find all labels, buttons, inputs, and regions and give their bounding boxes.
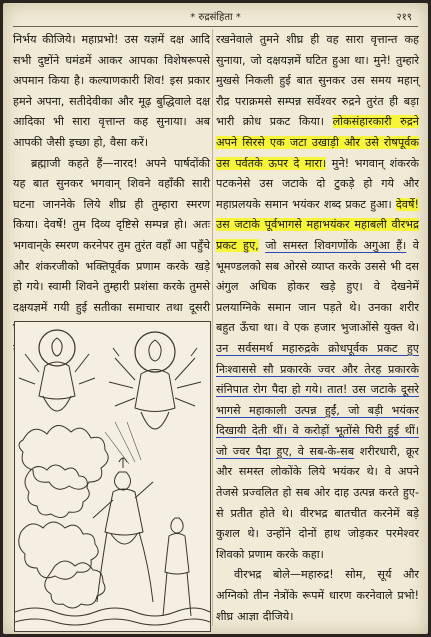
left-column: [13, 30, 210, 360]
left-paragraph-1: निर्भय कीजिये। महाप्रभो! उस यज्ञमें दक्ष आदि सभी दुष्टोंने घमंडमें आकर आपका विशेषरूपसे अपमान किया है। कल्याणकारी शिव! इस प्रकार हमने अपना, सतीदेवीका और मूढ़ बुद्धिवाले दक्ष आदिका भी सारा वृत्तान्त कह सुनाया। अब आपकी जैसी इच्छा हो, वैसा करें।: [13, 33, 210, 149]
header-rule: [13, 26, 418, 27]
column-divider: [212, 29, 213, 626]
highlight-virabhadra: देवर्षे! उस जटाके पूर्वभागसे महाभयंकर महाबली वीरभद्र प्रकट हुए,: [216, 197, 419, 252]
right-paragraph-2: वीरभद्र बोले—महारुद्र! सोम, सूर्य और अग्निको तीन नेत्रोंके रूपमें धारण करनेवाले प्रभो! शीघ्र आज्ञा दीजिये।: [216, 568, 419, 623]
left-paragraph-2: ब्रह्माजी कहते हैं—नारद! अपने पार्षदोंकी यह बात सुनकर भगवान् शिवने वहाँकी सारी घटना जाननेके लिये शीघ्र ही तुम्हारा स्मरण किया। देवर्षे! तुम दिव्य दृष्टिसे सम्पन्न हो। अतः भगवान्‌के स्मरण करनेपर तुम तुरंत वहाँ आ पहुँचे और शंकरजीको भक्तिपूर्वक प्रणाम करके खड़े हो गये। स्वामी शिवने तुम्हारी प्रशंसा करके तुमसे दक्षयज्ञमें गयी हुई सतीका समाचार तथा दूसरी: [13, 156, 210, 314]
running-title: * रुद्रसंहिता *: [190, 12, 241, 23]
right-text-3: वे भूमण्डलको सब ओरसे व्याप्त करके उससे भी दस अंगुल अधिक होकर खड़े हुए। वे देखनेमें प्रलयाग्निके समान जान पड़ते थे। उनका शरीर बहुत ऊँचा था। वे एक हजार भुजाओंसे युक्त थे।: [216, 238, 420, 335]
page-number: २१९: [396, 12, 412, 23]
underline-shivagan: जो समस्त शिवगणोंके अगुआ हैं।: [265, 238, 407, 252]
underline-jwar-mahakali: उन सर्वसमर्थ महारुद्रके क्रोधपूर्वक प्रकट हुए निःश्वाससे सौ प्रकारके ज्वर और तेरह प्रकारके संनिपात रोग पैदा हो गये। तात! उस जटाके दूसरे भागसे महाकाली उत्पन्न हुईं, जो बड़ी भयंकर दिखायी देती थीं। वे करोड़ों भूतोंसे घिरी हुई थीं। जो ज्वर पैदा हुए, वे सब-के-सब: [216, 341, 419, 458]
right-text-2: मुने! भगवान् शंकरके पटकनेसे उस जटाके दो टुकड़े हो गये और महाप्रलयके समान भयंकर शब्द प्रकट हुआ।: [216, 156, 420, 211]
highlight-rudra-jata: लोकसंहारकारी रुद्रने अपने सिरसे एक जटा उखाड़ी और उसे रोषपूर्वक उस पर्वतके ऊपर दे मारा।: [216, 115, 419, 170]
right-column: [216, 30, 419, 627]
illustration-shiva-virabhadra: [14, 321, 211, 632]
book-page: [3, 3, 428, 634]
right-paragraph-1: [216, 30, 419, 565]
illustration-drawing: [15, 322, 210, 631]
right-text-4: शरीरधारी, क्रूर और समस्त लोकोंके लिये भयंकर थे। वे अपने तेजसे प्रज्वलित हो सब ओर दाह उत्पन्न करते हुए-से प्रतीत होते थे। वीरभद्र बातचीत करनेमें बड़े कुशल थे। उन्होंने दोनों हाथ जोड़कर परमेश्वर शिवको प्रणाम करके कहा।: [216, 444, 419, 561]
page-header: [13, 9, 418, 25]
right-text-1: रखनेवाले तुमने शीघ्र ही वह सारा वृत्तान्त कह सुनाया, जो दक्षयज्ञमें घटित हुआ था। मुने! तुम्हारे मुखसे निकली हुई बात सुनकर उस समय महान् रौद्र पराक्रमसे सम्पन्न सर्वेश्वर रुद्रने तुरंत ही बड़ा भारी क्रोध प्रकट किया।: [216, 33, 419, 129]
